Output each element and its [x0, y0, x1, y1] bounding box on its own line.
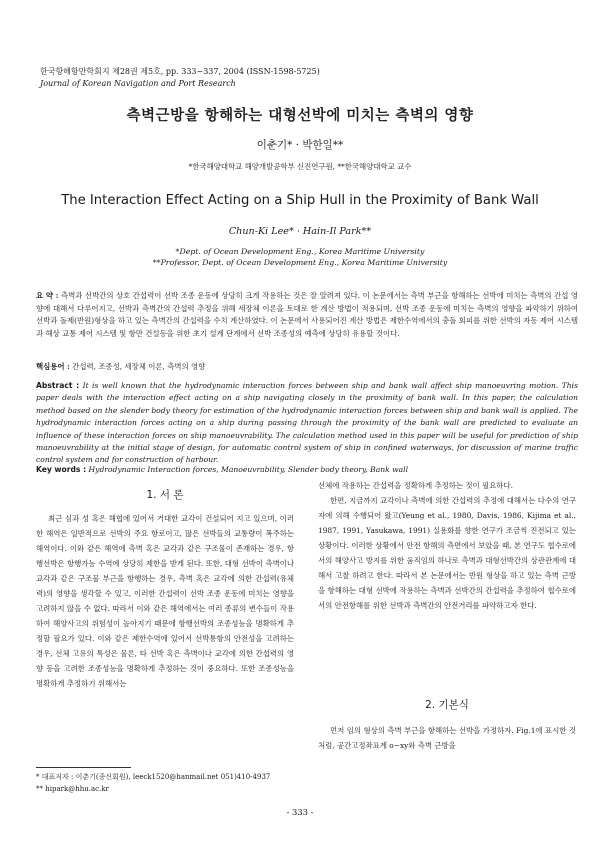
paragraph: 선체에 작용하는 간섭력을 정확하게 추정하는 것이 필요하다. — [318, 481, 513, 490]
keywords-en-text: Hydrodynamic Interaction forces, Manoeuvrability, Slender body theory, Bank wall — [88, 465, 409, 474]
korean-summary — [36, 290, 578, 340]
affiliation-line: *Dept. of Ocean Development Eng., Korea Maritime University — [175, 247, 425, 256]
keywords-ko-label: 핵심용어 : — [36, 362, 70, 371]
summary-label: 요 약 : — [36, 291, 59, 300]
affiliation-line: **Professor, Dept. of Ocean Development Eng., Korea Maritime University — [152, 258, 448, 267]
korean-keywords — [36, 361, 578, 374]
right-column — [318, 478, 576, 613]
journal-citation: 한국항해항만학회지 제28권 제5호, pp. 333~337, 2004 (ISSN-1598-5725) — [40, 67, 320, 76]
journal-header — [40, 66, 320, 90]
affiliations-english — [0, 246, 600, 268]
paper-title-korean: 측벽근방을 항해하는 대형선박에 미치는 측벽의 영향 — [126, 107, 474, 124]
footnotes — [36, 771, 270, 795]
abstract-label: Abstract : — [36, 381, 80, 390]
abstract-text: It is well known that the hydrodynamic interaction forces between ship and bank wall affect ship manoeuvring motion. This paper deals with the interaction effect acting on a ship navigating closely in the proximity of bank wall. In this paper, the calculation method based on the slender body theory for estimation of the hydrodynamic interaction forces between ship and bank wall is applied. The hydrodynamic interaction forces acting on a ship during passing through the proximity of the bank wall are predicted to evaluate an influence of these interaction forces on ship manoeuvrability. The calculation method used in this paper will be useful for prediction of ship manoeuvrability at the initial stage of design, for automatic control system of ship in confined waterways, for discussion of marine traffic control system and for construction of harbour. — [36, 381, 578, 465]
abstract — [36, 380, 578, 467]
section-1-heading: 1. 서 론 — [146, 489, 184, 501]
english-keywords — [36, 464, 578, 477]
page-number: - 333 - — [286, 807, 314, 817]
affiliations-korean: *한국해양대학교 해양개발공학부 신진연구원, **한국해양대학교 교수 — [188, 162, 412, 171]
paragraph: 먼저 임의 형상의 측벽 부근을 항해하는 선박을 가정하자. Fig.1에 표시한 것처럼, 공간고정좌표계 o−xy와 측벽 근방을 — [318, 726, 576, 750]
footnote-line: * 대표저자 : 이춘기(종신회원), leeck1520@hanmail.net 051)410-4937 — [36, 773, 271, 781]
section-2-body — [318, 723, 576, 753]
summary-text: 측벽과 선박간의 상호 간섭력이 선박 조종 운동에 상당히 크게 작용하는 것은 잘 알려져 있다. 이 논문에서는 측벽 부근을 항해하는 선박에 미치는 측벽의 간섭 영향에 대해서 다루어지고, 선박과 측벽간의 간섭력 추정을 위해 세장체 이론을 토대로 한 계산 방법이 적용되며, 선박 조종 운동에 미치는 측벽의 영향을 파악하기 위하여 선박과 돌제(반원)형상을 하고 있는 측벽간의 간섭력을 수치 계산하였다. 이 논문에서 사용되어진 계산 방법은 제한수역에서의 충돌 회피를 위한 선박의 자동 제어 시스템과 해상 교통 제어 시스템 및 항만 건설등을 위한 초기 설계 단계에서 선박 조종성의 예측에 상당히 유용할 것이다. — [36, 291, 578, 338]
footnote-separator — [36, 767, 131, 768]
left-column — [36, 511, 294, 691]
paragraph: 한편, 지금까지 교각이나 측벽에 의한 간섭력의 추정에 대해서는 다수의 연구자에 의해 수행되어 왔고(Yeung et al., 1980, Davis, 1986, Kijima et al., 1987, 1991, Yasukawa, 1991) 실용화를 향한 연구가 조금씩 진전되고 있는 상황이다. 이러한 상황에서 안전 항해의 측면에서 보았을 때, 본 연구도 협수로에서의 해양사고 방지를 위한 움직임의 하나로 측벽과 대형선박간의 상관관계에 대해서 고찰 하려고 한다. 따라서 본 논문에서는 반원 형상을 하고 있는 측벽 근방을 항해하는 대형 선박에 작용하는 측벽과 선박간의 간섭력을 추정하여 협수로에서의 안전항해를 위한 선박과 측벽간의 안전거리를 파악하고자 한다. — [318, 496, 576, 610]
authors-english: Chun-Ki Lee* · Hain-Il Park** — [228, 226, 372, 237]
authors-korean: 이춘기* · 박한일** — [256, 139, 344, 151]
paper-title-english: The Interaction Effect Acting on a Ship Hull in the Proximity of Bank Wall — [61, 193, 539, 208]
journal-name-en: Journal of Korean Navigation and Port Research — [40, 79, 236, 88]
keywords-en-label: Key words : — [36, 465, 87, 474]
section-2-heading: 2. 기본식 — [425, 699, 469, 711]
keywords-ko-text: 간섭력, 조종성, 세장체 이론, 측벽의 영향 — [72, 362, 206, 371]
paragraph: 최근 심과 성 혹은 해협에 있어서 거대한 교각이 건설되어 지고 있으며, 이러한 해역은 일반적으로 선박의 주요 항로이고, 많은 선박들의 교통량이 폭주하는 해역이다. 이와 같은 해역에 측벽 혹은 교각과 같은 구조물이 존재하는 경우, 항행선박은 항행가능 수역에 상당히 제한을 받게 된다. 또한, 대형 선박이 측벽이나 교각과 같은 구조물 부근을 항행하는 경우, 측벽 혹은 교각에 의한 간섭력(유체력)의 영향을 생각할 수 있고, 이러한 간섭력이 선박 조종 운동에 미치는 영향을 고려하지 않을 수 없다. 따라서 이와 같은 해역에서는 여러 종류의 변수들이 작용하여 해양사고의 위험성이 높아지기 때문에 항행선박의 조종성능을 명확하게 추정할 필요가 있다. 이와 같은 제한수역에 있어서 선박통항의 안전성을 고려하는 경우, 선체 고유의 특성은 물론, 타 선박 혹은 측벽이나 교각에 의한 간섭력의 영향 등을 고려한 조종성능을 명확하게 추정하는 것이 중요하다. 또한 조종성능을 명확하게 추정하기 위해서는 — [36, 514, 294, 688]
footnote-line: ** hipark@hhu.ac.kr — [36, 785, 109, 793]
